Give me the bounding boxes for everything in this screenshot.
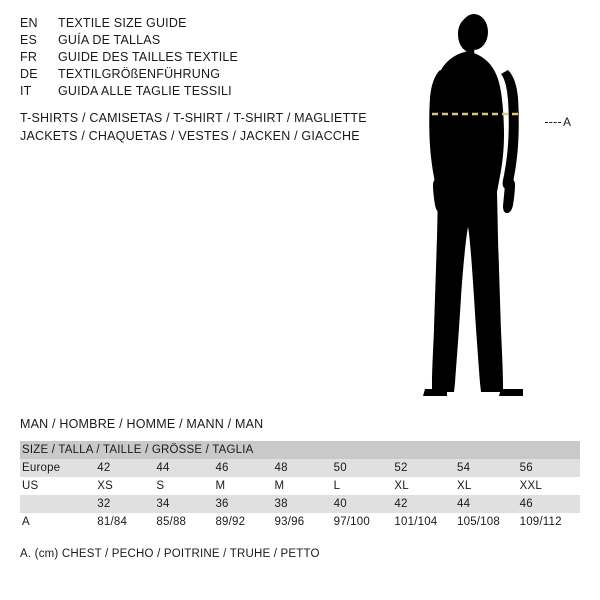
cell: 40	[332, 495, 393, 513]
cell: 42	[95, 459, 154, 477]
table-row	[20, 495, 580, 513]
cell: 44	[154, 459, 213, 477]
language-code: ES	[20, 33, 38, 47]
row-label: US	[20, 477, 95, 495]
cell: 81/84	[95, 513, 154, 531]
language-text: GUIDA ALLE TAGLIE TESSILI	[58, 84, 232, 98]
cell: 32	[95, 495, 154, 513]
cell: XXL	[518, 477, 580, 495]
language-text: TEXTILE SIZE GUIDE	[58, 16, 187, 30]
table-row	[20, 513, 580, 531]
category-tshirts: T-SHIRTS / CAMISETAS / T-SHIRT / T-SHIRT / MAGLIETTE	[20, 111, 367, 125]
cell: 44	[455, 495, 518, 513]
language-row	[20, 84, 380, 101]
language-row	[20, 50, 380, 67]
cell: 89/92	[213, 513, 272, 531]
body-figure	[400, 10, 600, 400]
language-row	[20, 16, 380, 33]
category-jackets: JACKETS / CHAQUETAS / VESTES / JACKEN / GIACCHE	[20, 129, 360, 143]
language-text: GUIDE DES TAILLES TEXTILE	[58, 50, 239, 64]
cell: 109/112	[518, 513, 580, 531]
cell: XL	[392, 477, 455, 495]
language-code: EN	[20, 16, 38, 30]
cell: 105/108	[455, 513, 518, 531]
language-row	[20, 67, 380, 84]
table-header-row	[20, 441, 580, 459]
cell: 101/104	[392, 513, 455, 531]
cell: 56	[518, 459, 580, 477]
language-row	[20, 33, 380, 50]
cell: M	[213, 477, 272, 495]
row-label: A	[20, 513, 95, 531]
cell: 93/96	[273, 513, 332, 531]
language-text: TEXTILGRÖßENFÜHRUNG	[58, 67, 221, 81]
row-label: Europe	[20, 459, 95, 477]
row-label	[20, 495, 95, 513]
cell: S	[154, 477, 213, 495]
cell: M	[273, 477, 332, 495]
male-silhouette-icon	[400, 10, 600, 400]
cell: 42	[392, 495, 455, 513]
cell: 38	[273, 495, 332, 513]
cell: 46	[213, 459, 272, 477]
table-title: MAN / HOMBRE / HOMME / MANN / MAN	[20, 417, 264, 431]
size-table	[20, 441, 580, 531]
cell: XS	[95, 477, 154, 495]
measure-label-a: A	[563, 115, 572, 129]
category-list	[20, 111, 420, 147]
table-header-label: SIZE / TALLA / TAILLE / GRÖSSE / TAGLIA	[20, 441, 580, 459]
cell: 52	[392, 459, 455, 477]
cell: 36	[213, 495, 272, 513]
cell: L	[332, 477, 393, 495]
footnote: A. (cm) CHEST / PECHO / POITRINE / TRUHE / PETTO	[20, 548, 320, 560]
cell: 34	[154, 495, 213, 513]
language-code: FR	[20, 50, 38, 64]
language-list	[20, 16, 380, 101]
cell: 97/100	[332, 513, 393, 531]
language-text: GUÍA DE TALLAS	[58, 33, 161, 47]
table-row	[20, 459, 580, 477]
cell: 50	[332, 459, 393, 477]
cell: 48	[273, 459, 332, 477]
cell: 85/88	[154, 513, 213, 531]
cell: XL	[455, 477, 518, 495]
language-code: DE	[20, 67, 38, 81]
measure-leader-line	[545, 122, 561, 123]
cell: 46	[518, 495, 580, 513]
table-row	[20, 477, 580, 495]
language-code: IT	[20, 84, 32, 98]
cell: 54	[455, 459, 518, 477]
